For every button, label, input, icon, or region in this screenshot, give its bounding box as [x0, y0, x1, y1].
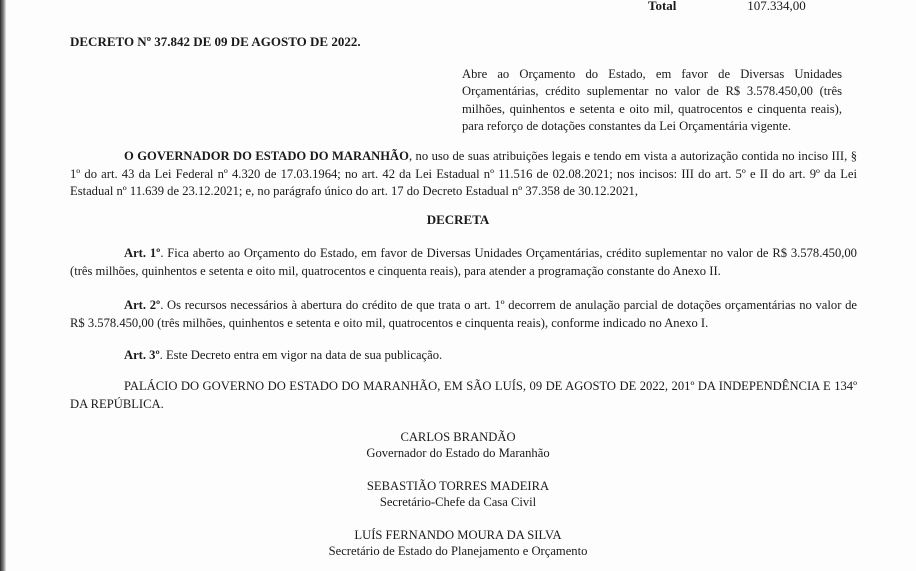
signature-planning: [0, 527, 916, 559]
article-1: [70, 245, 857, 280]
signer-name: LUÍS FERNANDO MOURA DA SILVA: [354, 528, 562, 542]
signer-role: Governador do Estado do Maranhão: [366, 446, 550, 460]
signature-governor: [0, 429, 916, 461]
article-label: Art. 1º: [124, 246, 161, 260]
signer-role: Secretário de Estado do Planejamento e Orçamento: [328, 544, 588, 558]
article-label: Art. 2º: [124, 298, 161, 312]
decree-ementa: Abre ao Orçamento do Estado, em favor de Diversas Unidades Orçamentárias, crédito suplementar no valor de R$ 3.578.450,00 (três milhões, quinhentos e setenta e oito mil, quatrocentos e cinquenta reais), para reforço de dotações constantes da Lei Orçamentária vigente.: [462, 67, 842, 134]
decree-title: DECRETO Nº 37.842 DE 09 DE AGOSTO DE 2022.: [70, 34, 361, 49]
signer-name: CARLOS BRANDÃO: [400, 430, 516, 444]
total-value: 107.334,00: [747, 0, 806, 13]
decreta-heading: DECRETA: [426, 212, 490, 227]
preamble-authority: O GOVERNADOR DO ESTADO DO MARANHÃO: [124, 149, 409, 163]
article-2: [70, 297, 857, 332]
total-label: Total: [648, 0, 677, 13]
article-text: . Os recursos necessários à abertura do crédito de que trata o art. 1º decorrem de anulação parcial de dotações orçamentárias no valor de R$ 3.578.450,00 (três milhões, quinhentos e setenta e oito mil, quatrocentos e cinquenta reais), conforme indicado no Anexo I.: [70, 298, 857, 330]
article-3: [70, 347, 857, 365]
article-text: . Este Decreto entra em vigor na data de sua publicação.: [159, 348, 443, 362]
signer-role: Secretário-Chefe da Casa Civil: [379, 495, 537, 509]
total-row: [648, 0, 806, 14]
article-text: . Fica aberto ao Orçamento do Estado, em favor de Diversas Unidades Orçamentárias, crédito suplementar no valor de R$ 3.578.450,00 (três milhões, quinhentos e setenta e oito mil, quatrocentos e cinquenta reais), para atender a programação constante do Anexo II.: [70, 246, 857, 278]
palace-closing: PALÁCIO DO GOVERNO DO ESTADO DO MARANHÃO, EM SÃO LUÍS, 09 DE AGOSTO DE 2022, 201º DA INDEPENDÊNCIA E 134º DA REPÚBLICA.: [70, 379, 857, 411]
preamble-text: , no uso de suas atribuições legais e tendo em vista a autorização contida no inciso III, § 1º do art. 43 da Lei Federal nº 4.320 de 17.03.1964; no art. 42 da Lei Estadual nº 11.516 de 02.08.2021; nos incisos: III do art. 5º e II do art. 9º da Lei Estadual nº 11.639 de 23.12.2021; e, no parágrafo único do art. 17 do Decreto Estadual nº 37.358 de 30.12.2021,: [70, 149, 858, 198]
signer-name: SEBASTIÃO TORRES MADEIRA: [366, 479, 550, 493]
signature-civil-house: [0, 478, 916, 510]
article-label: Art. 3º: [124, 348, 160, 362]
decree-preamble: [70, 148, 857, 201]
